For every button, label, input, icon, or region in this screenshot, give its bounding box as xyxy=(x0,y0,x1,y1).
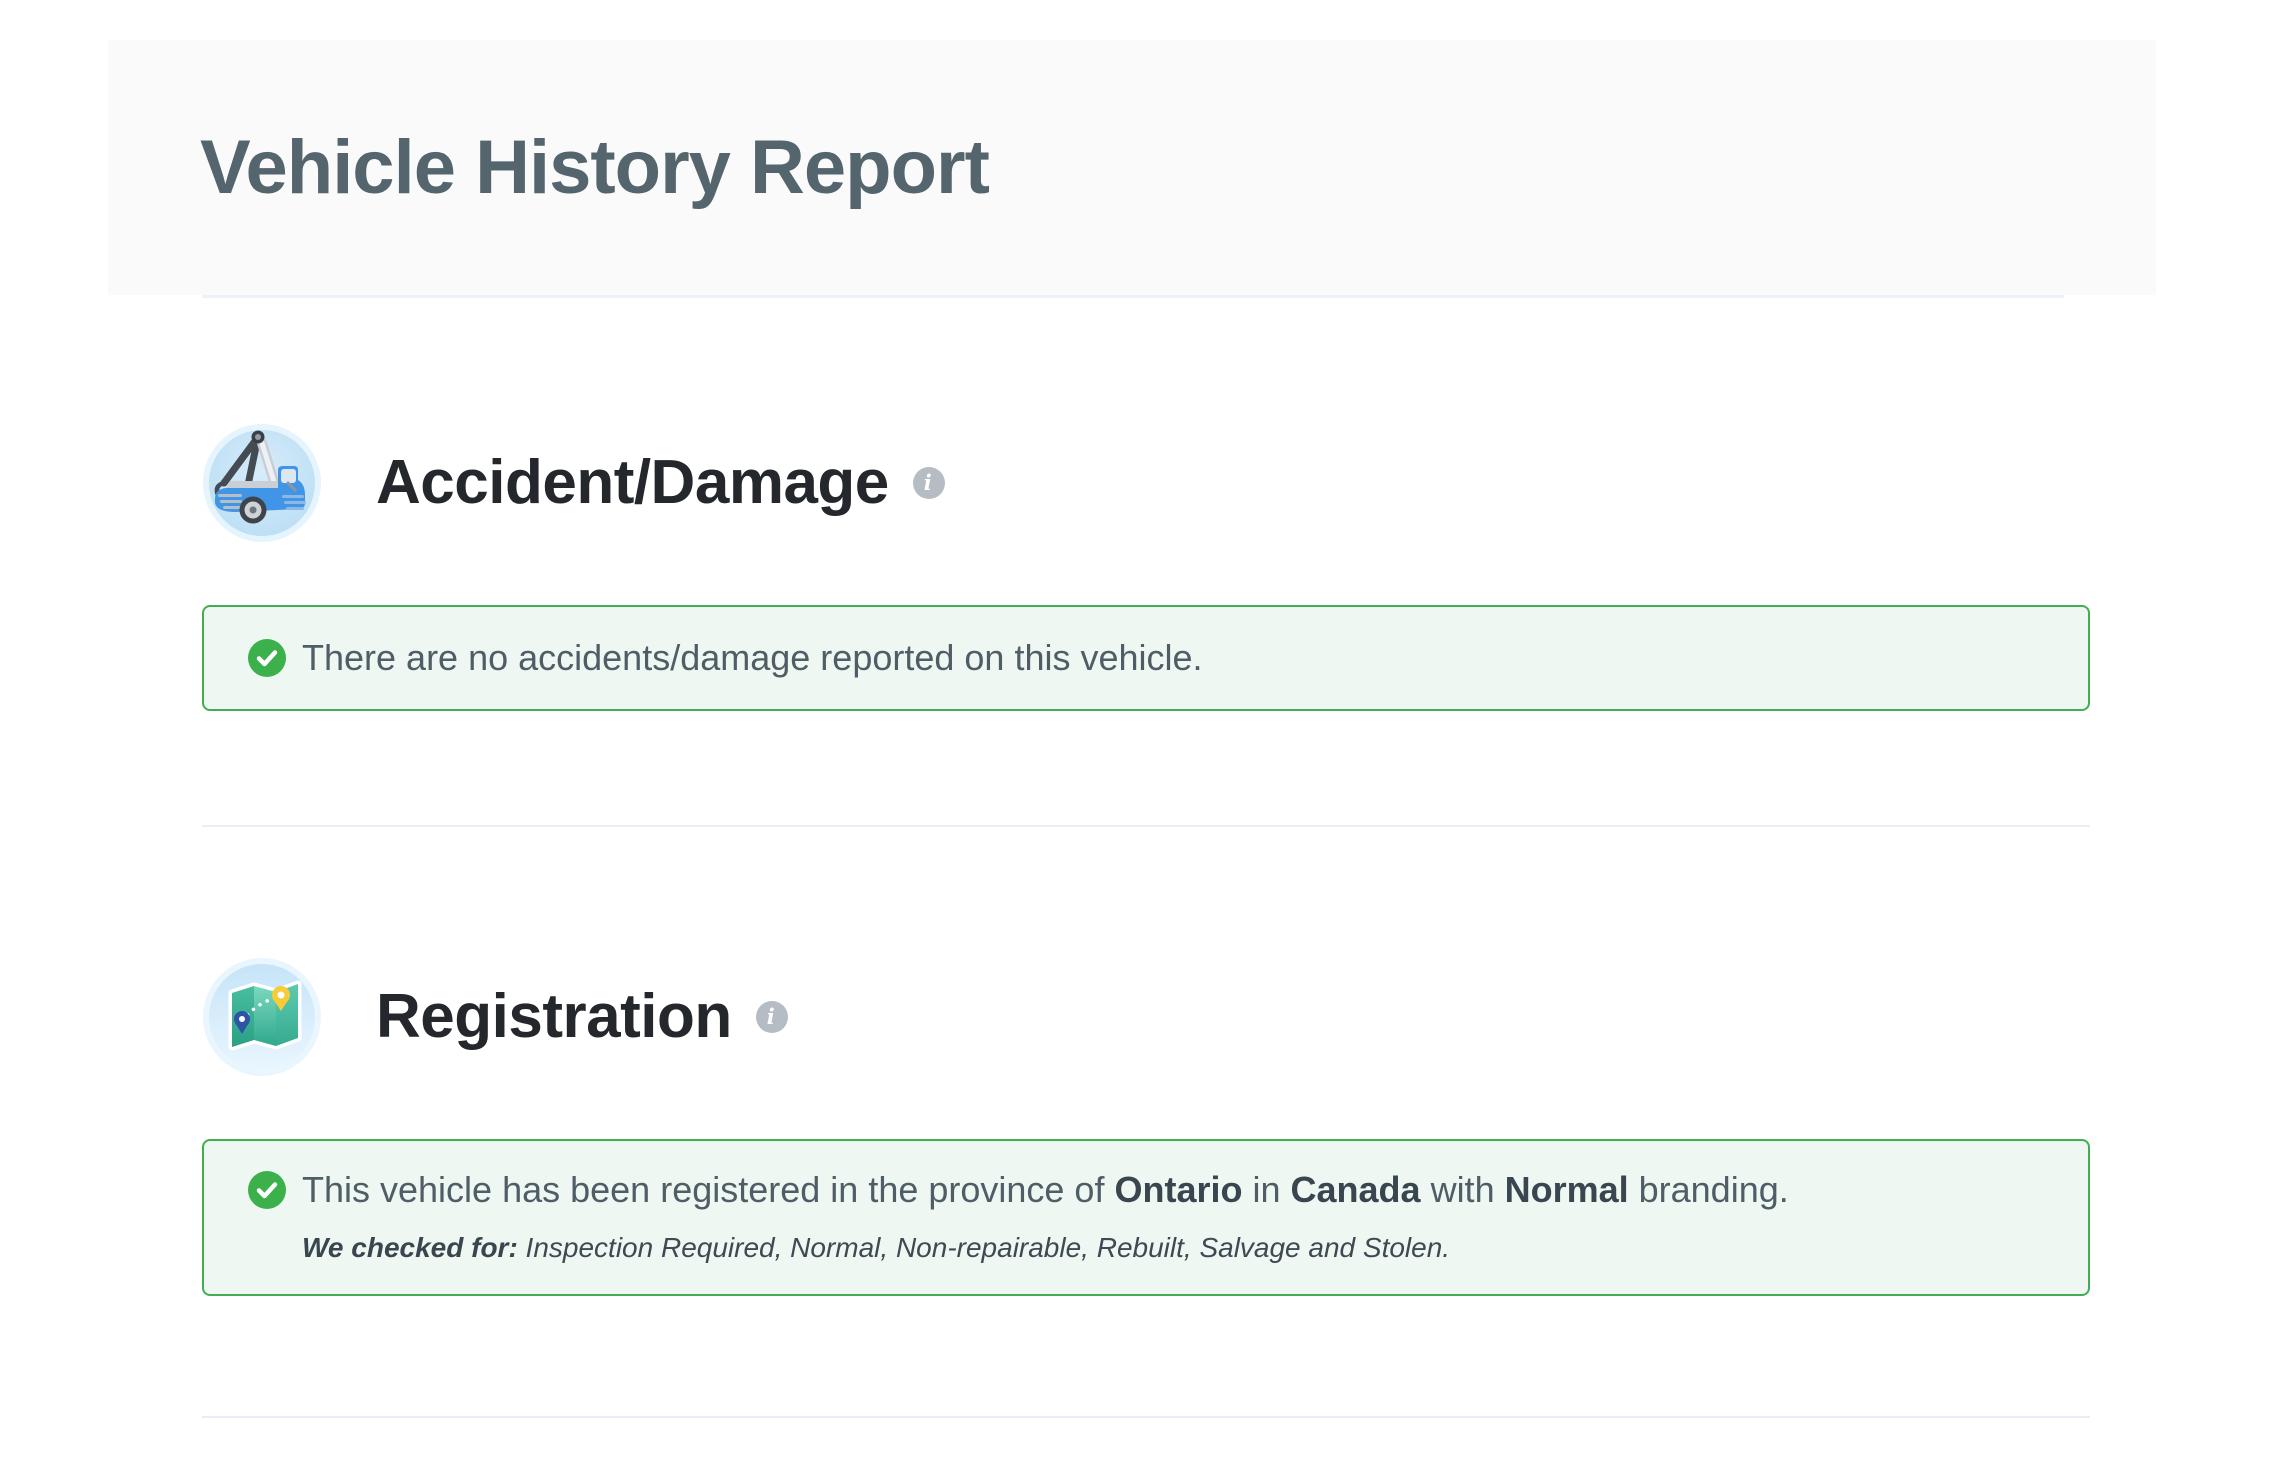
info-icon-glyph: i xyxy=(923,469,932,495)
section-title-registration: Registration xyxy=(376,982,732,1051)
registration-section-header xyxy=(202,957,2090,1077)
section-divider xyxy=(202,1416,2090,1418)
info-icon[interactable] xyxy=(913,467,945,499)
registration-status-box xyxy=(202,1139,2090,1296)
checked-for-text: Inspection Required, Normal, Non-repairable, Rebuilt, Salvage and Stolen. xyxy=(517,1232,1451,1263)
info-icon[interactable] xyxy=(756,1001,788,1033)
accident-section-header xyxy=(202,423,2090,543)
check-icon xyxy=(248,1171,286,1209)
checked-for-label: We checked for: xyxy=(302,1232,518,1263)
branding-value: Normal xyxy=(1504,1169,1629,1210)
section-registration xyxy=(202,957,2090,1296)
message-text: This vehicle has been registered in the province of xyxy=(302,1169,1115,1210)
message-text: in xyxy=(1242,1169,1291,1210)
country-value: Canada xyxy=(1290,1169,1421,1210)
section-accident-damage xyxy=(202,423,2090,711)
registration-status-message xyxy=(302,1169,1789,1211)
report-header xyxy=(108,40,2156,295)
accident-status-message: There are no accidents/damage reported on this vehicle. xyxy=(302,637,1203,678)
message-text: branding. xyxy=(1628,1169,1789,1210)
map-route-icon xyxy=(202,957,322,1077)
section-title-accident: Accident/Damage xyxy=(376,448,889,517)
accident-status-box xyxy=(202,605,2090,711)
check-icon xyxy=(248,639,286,677)
content-top-border xyxy=(202,295,2064,298)
report-content xyxy=(202,295,2090,1418)
message-text: with xyxy=(1420,1169,1505,1210)
tow-truck-icon xyxy=(202,423,322,543)
checked-for-line xyxy=(302,1231,1789,1264)
registration-status-text xyxy=(302,1169,1789,1264)
province-value: Ontario xyxy=(1114,1169,1243,1210)
page-title: Vehicle History Report xyxy=(200,124,989,210)
info-icon-glyph: i xyxy=(766,1003,775,1029)
section-divider xyxy=(202,825,2090,827)
